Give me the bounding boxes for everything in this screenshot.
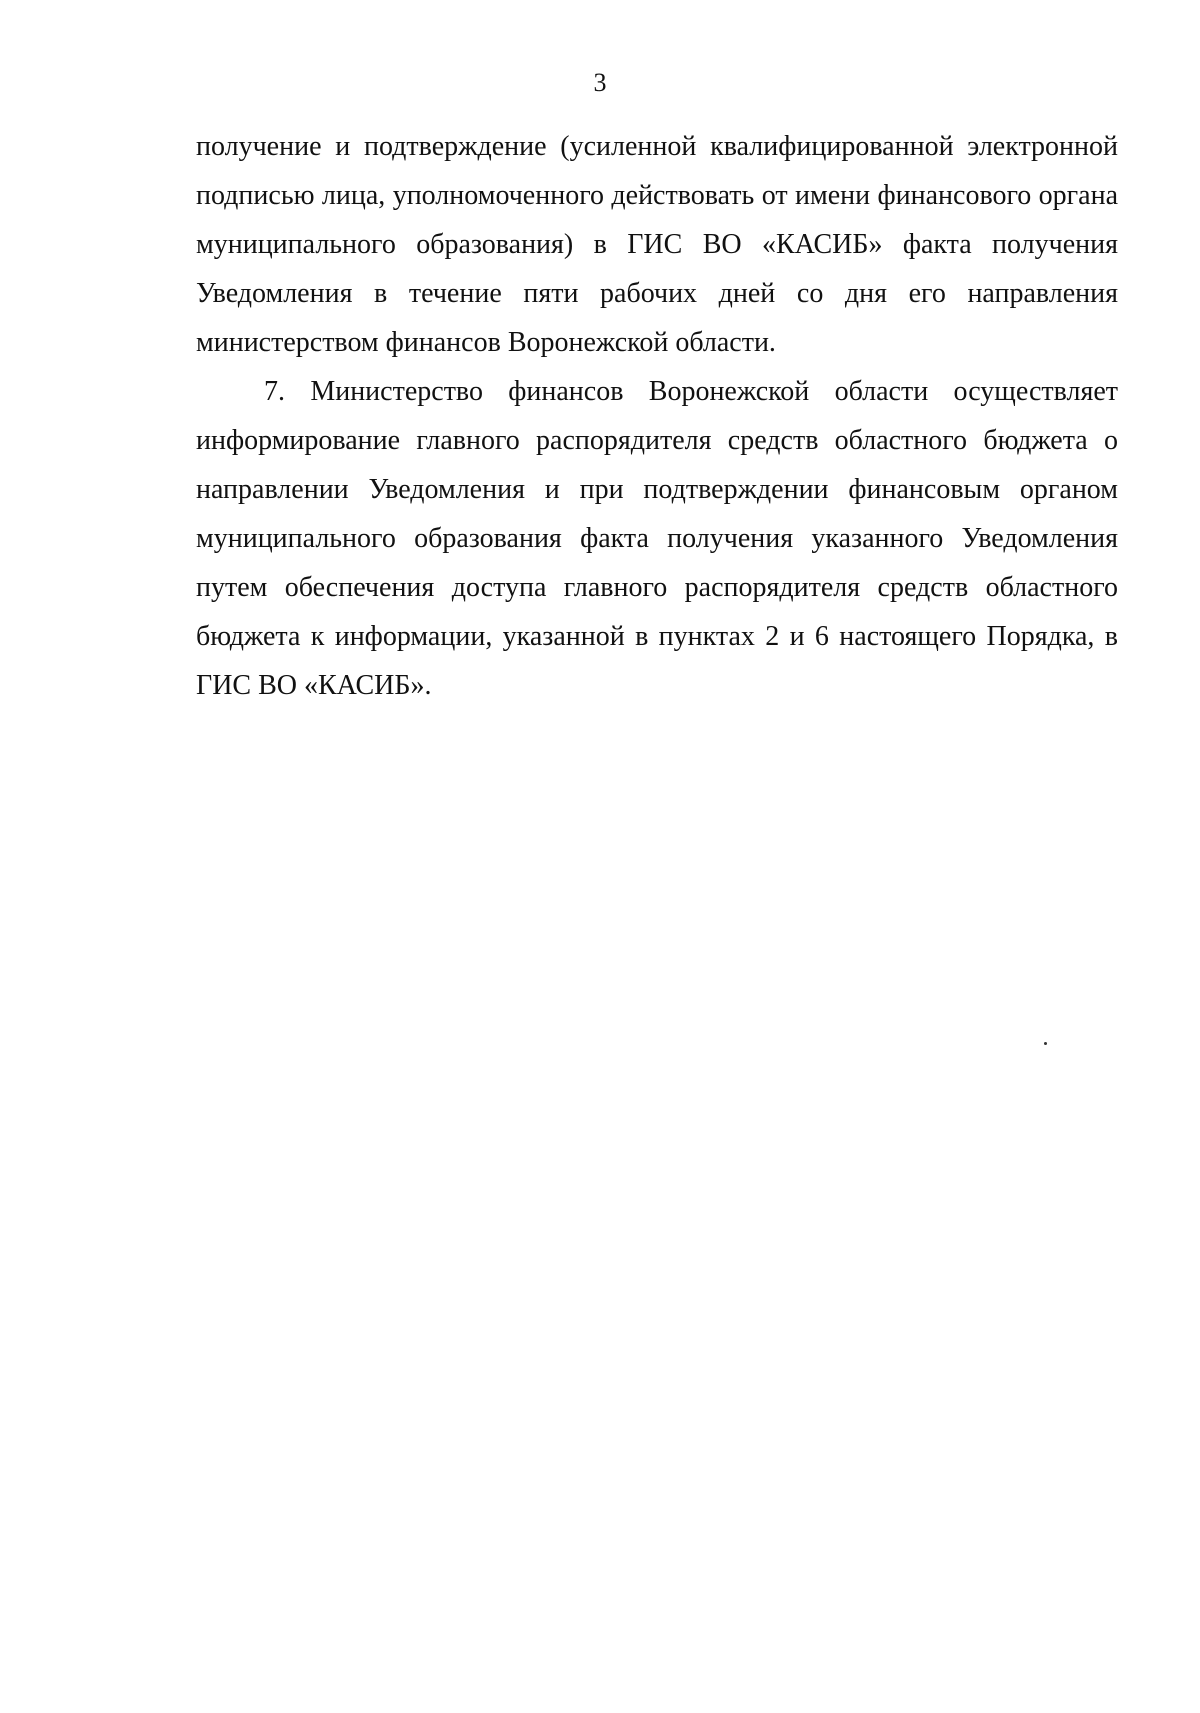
- paragraph-item-7: 7. Министерство финансов Воронежской области осуществляет информирование главного распорядителя средств областного бюджета о направлении Уведомления и при подтверждении финансовым органом муниципального образования факта получения указанного Уведомления путем обеспечения доступа главного распорядителя средств областного бюджета к информации, указанной в пунктах 2 и 6 настоящего Порядка, в ГИС ВО «КАСИБ».: [196, 376, 1118, 701]
- scan-artifact-dot: [1044, 1042, 1047, 1045]
- page-number: 3: [593, 68, 607, 97]
- paragraph-continuation: получение и подтверждение (усиленной квалифицированной электронной подписью лица, уполномоченного действовать от имени финансового органа муниципального образования) в ГИС ВО «КАСИБ» факта получения Уведомления в течение пяти рабочих дней со дня его направления министерством финансов Воронежской области.: [196, 131, 1118, 358]
- document-body: [196, 122, 1118, 710]
